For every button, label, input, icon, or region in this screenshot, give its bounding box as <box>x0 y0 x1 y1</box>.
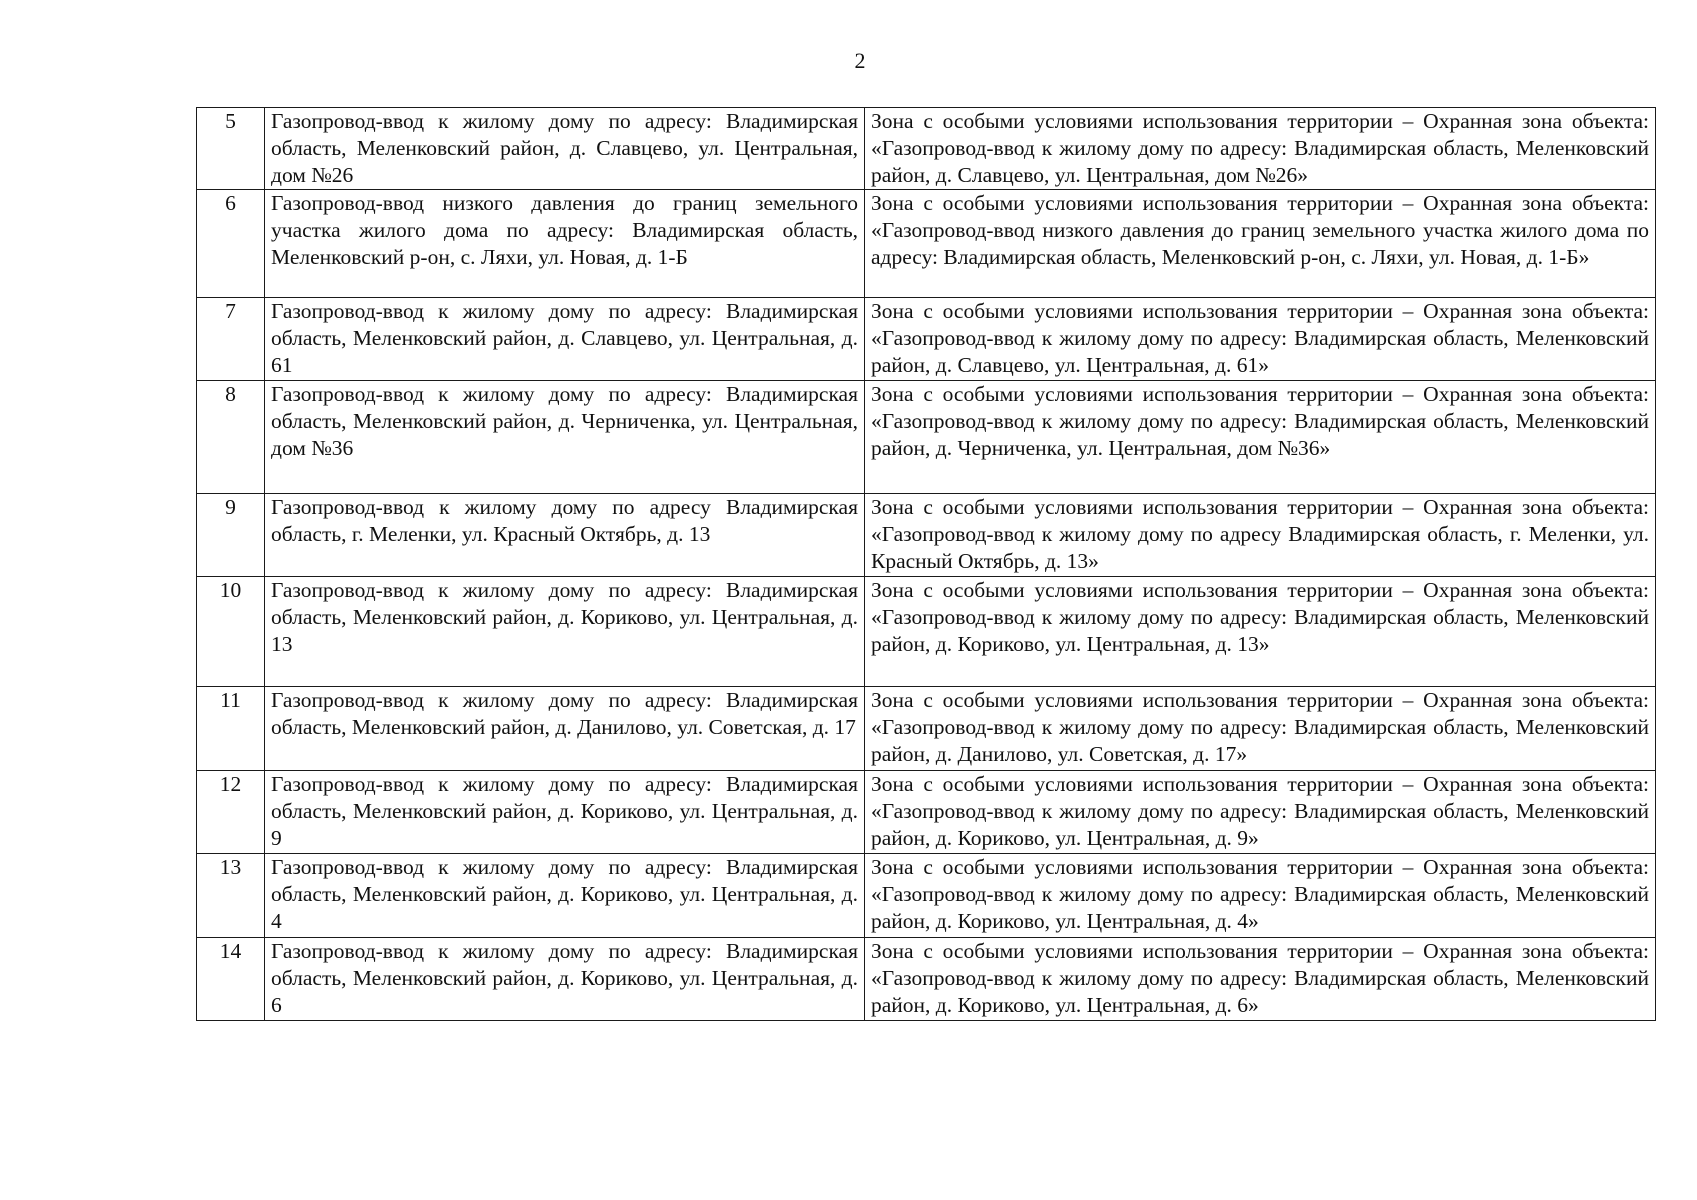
zone-description: Зона с особыми условиями использования территории – Охранная зона объекта: «Газопровод-ввод к жилому дому по адресу: Владимирская область, Меленковский район, д. Данилово, ул. Советская, д. 17» <box>865 687 1656 771</box>
table-row <box>197 381 1656 494</box>
zone-description: Зона с особыми условиями использования территории – Охранная зона объекта: «Газопровод-ввод к жилому дому по адресу: Владимирская область, Меленковский район, д. Славцево, ул. Центральная, дом №26» <box>865 108 1656 190</box>
table-row <box>197 687 1656 771</box>
table-row <box>197 494 1656 577</box>
row-number: 12 <box>197 771 265 854</box>
row-number: 7 <box>197 298 265 381</box>
object-description: Газопровод-ввод к жилому дому по адресу: Владимирская область, Меленковский район, д. Кориково, ул. Центральная, д. 9 <box>265 771 865 854</box>
zone-description: Зона с особыми условиями использования территории – Охранная зона объекта: «Газопровод-ввод к жилому дому по адресу Владимирская область, г. Меленки, ул. Красный Октябрь, д. 13» <box>865 494 1656 577</box>
object-description: Газопровод-ввод к жилому дому по адресу Владимирская область, г. Меленки, ул. Красный Октябрь, д. 13 <box>265 494 865 577</box>
object-description: Газопровод-ввод к жилому дому по адресу: Владимирская область, Меленковский район, д. Славцево, ул. Центральная, д. 61 <box>265 298 865 381</box>
object-description: Газопровод-ввод к жилому дому по адресу: Владимирская область, Меленковский район, д. Кориково, ул. Центральная, д. 13 <box>265 577 865 687</box>
row-number: 10 <box>197 577 265 687</box>
zone-description: Зона с особыми условиями использования территории – Охранная зона объекта: «Газопровод-ввод к жилому дому по адресу: Владимирская область, Меленковский район, д. Славцево, ул. Центральная, д. 61» <box>865 298 1656 381</box>
zone-description: Зона с особыми условиями использования территории – Охранная зона объекта: «Газопровод-ввод низкого давления до границ земельного участка жилого дома по адресу: Владимирская область, Меленковский р-он, с. Ляхи, ул. Новая, д. 1-Б» <box>865 190 1656 298</box>
zone-description: Зона с особыми условиями использования территории – Охранная зона объекта: «Газопровод-ввод к жилому дому по адресу: Владимирская область, Меленковский район, д. Кориково, ул. Центральная, д. 6» <box>865 938 1656 1021</box>
table-row <box>197 577 1656 687</box>
object-description: Газопровод-ввод низкого давления до границ земельного участка жилого дома по адресу: Владимирская область, Меленковский р-он, с. Ляхи, ул. Новая, д. 1-Б <box>265 190 865 298</box>
row-number: 14 <box>197 938 265 1021</box>
row-number: 11 <box>197 687 265 771</box>
zone-description: Зона с особыми условиями использования территории – Охранная зона объекта: «Газопровод-ввод к жилому дому по адресу: Владимирская область, Меленковский район, д. Черниченка, ул. Центральная, дом №36» <box>865 381 1656 494</box>
table-row <box>197 190 1656 298</box>
table-row <box>197 298 1656 381</box>
object-description: Газопровод-ввод к жилому дому по адресу: Владимирская область, Меленковский район, д. Кориково, ул. Центральная, д. 4 <box>265 854 865 938</box>
table-row <box>197 938 1656 1021</box>
zone-description: Зона с особыми условиями использования территории – Охранная зона объекта: «Газопровод-ввод к жилому дому по адресу: Владимирская область, Меленковский район, д. Кориково, ул. Центральная, д. 4» <box>865 854 1656 938</box>
row-number: 13 <box>197 854 265 938</box>
object-description: Газопровод-ввод к жилому дому по адресу: Владимирская область, Меленковский район, д. Кориково, ул. Центральная, д. 6 <box>265 938 865 1021</box>
row-number: 6 <box>197 190 265 298</box>
zone-description: Зона с особыми условиями использования территории – Охранная зона объекта: «Газопровод-ввод к жилому дому по адресу: Владимирская область, Меленковский район, д. Кориково, ул. Центральная, д. 13» <box>865 577 1656 687</box>
zones-table <box>196 107 1656 1021</box>
table-row <box>197 854 1656 938</box>
row-number: 8 <box>197 381 265 494</box>
table-row <box>197 771 1656 854</box>
table-row <box>197 108 1656 190</box>
row-number: 9 <box>197 494 265 577</box>
page-number: 2 <box>854 48 866 73</box>
object-description: Газопровод-ввод к жилому дому по адресу: Владимирская область, Меленковский район, д. Черниченка, ул. Центральная, дом №36 <box>265 381 865 494</box>
row-number: 5 <box>197 108 265 190</box>
object-description: Газопровод-ввод к жилому дому по адресу: Владимирская область, Меленковский район, д. Славцево, ул. Центральная, дом №26 <box>265 108 865 190</box>
zone-description: Зона с особыми условиями использования территории – Охранная зона объекта: «Газопровод-ввод к жилому дому по адресу: Владимирская область, Меленковский район, д. Кориково, ул. Центральная, д. 9» <box>865 771 1656 854</box>
object-description: Газопровод-ввод к жилому дому по адресу: Владимирская область, Меленковский район, д. Данилово, ул. Советская, д. 17 <box>265 687 865 771</box>
